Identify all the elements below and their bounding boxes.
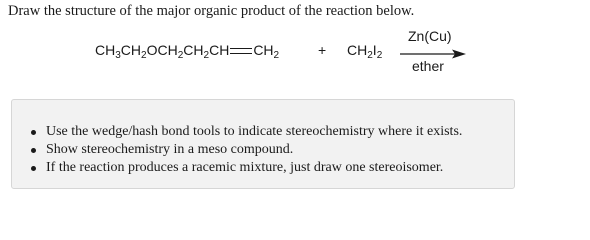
instruction-item: Use the wedge/hash bond tools to indicate stereochemistry where it exists. <box>46 123 462 141</box>
bullet-icon <box>31 166 36 171</box>
plus-sign: + <box>318 42 327 58</box>
instructions-box <box>11 99 515 189</box>
instruction-item: If the reaction produces a racemic mixture, just draw one stereoisomer. <box>46 159 462 177</box>
bullet-icon <box>31 130 36 135</box>
question-prompt: Draw the structure of the major organic product of the reaction below. <box>8 3 415 19</box>
reaction-scheme <box>0 28 590 80</box>
reaction-solvent: ether <box>412 58 444 74</box>
bullet-icon <box>31 148 36 153</box>
instructions-list <box>46 123 462 177</box>
reactant-formula: $CH_3CH_2OCH_2CH_2CH$ $CH_2$ <box>95 42 280 61</box>
double-bond-icon <box>230 48 252 54</box>
instruction-item: Show stereochemistry in a meso compound. <box>46 141 462 159</box>
reagent-formula: $CH_2I_2$ <box>347 42 383 61</box>
reaction-catalyst: Zn(Cu) <box>408 28 452 44</box>
